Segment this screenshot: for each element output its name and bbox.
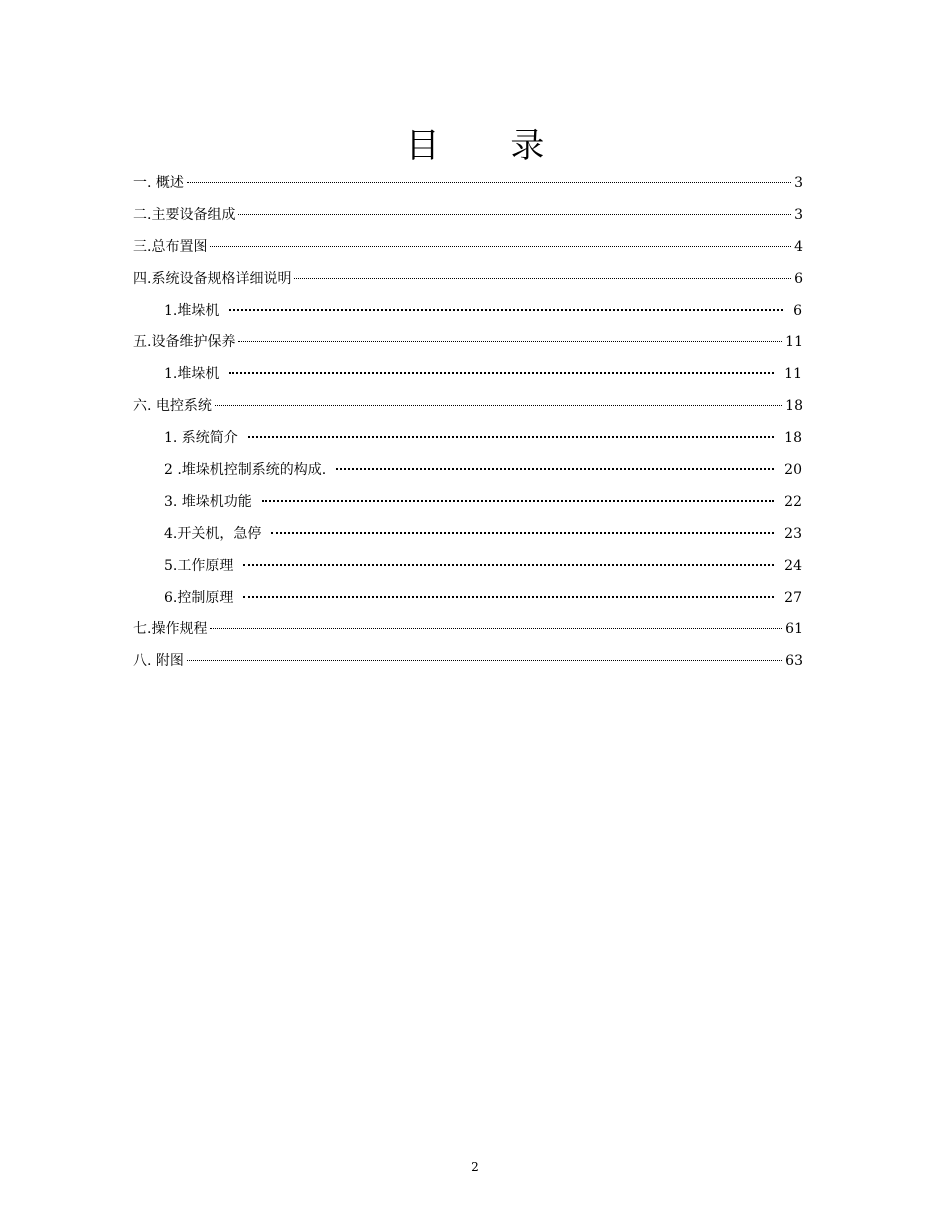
toc-entry-page: 63 (785, 653, 803, 670)
toc-subentry[interactable] (133, 587, 803, 619)
toc-entry-page: 3 (794, 175, 803, 191)
toc-entry-label: 二.主要设备组成 (133, 206, 236, 223)
toc-entry-page: 20 (784, 462, 802, 479)
toc-subentry[interactable] (133, 523, 803, 555)
toc-entry-page: 6 (794, 270, 803, 287)
toc-entry[interactable] (133, 172, 803, 204)
toc-subentry[interactable] (133, 363, 803, 395)
toc-subentry[interactable] (133, 459, 803, 491)
toc-entry-label: 三.总布置图 (133, 238, 208, 255)
toc-subentry[interactable] (133, 491, 803, 523)
toc-entry-page: 22 (784, 493, 802, 510)
toc-entry[interactable] (133, 331, 803, 363)
dot-leader (210, 628, 782, 629)
dot-leader (229, 309, 783, 311)
toc-entry-page: 11 (785, 334, 803, 351)
dot-leader (187, 182, 791, 183)
dot-leader (336, 468, 774, 470)
toc-entry-page: 3 (794, 206, 803, 223)
dot-leader (210, 246, 791, 247)
dot-leader (294, 278, 791, 279)
toc-entry-page: 18 (785, 398, 803, 415)
table-of-contents (133, 172, 803, 682)
toc-title: 目 录 (405, 126, 575, 166)
toc-entry-label: 3. 堆垛机功能 (164, 493, 252, 510)
dot-leader (248, 436, 774, 438)
toc-entry[interactable] (133, 236, 803, 268)
toc-entry-label: 一. 概述 (133, 175, 184, 191)
toc-entry-label: 七.操作规程 (133, 621, 208, 638)
dot-leader (215, 405, 782, 406)
toc-entry-label: 六. 电控系统 (133, 398, 212, 415)
toc-subentry[interactable] (133, 555, 803, 587)
toc-entry-label: 1.堆垛机 (164, 302, 220, 319)
dot-leader (262, 500, 774, 502)
toc-entry-label: 6.控制原理 (164, 589, 234, 606)
toc-entry-page: 18 (784, 430, 802, 447)
toc-entry-page: 61 (785, 621, 803, 638)
toc-entry[interactable] (133, 395, 803, 427)
toc-subentry[interactable] (133, 300, 803, 332)
toc-entry-label: 2 .堆垛机控制系统的构成. (164, 462, 327, 479)
toc-entry-label: 四.系统设备规格详细说明 (133, 270, 292, 287)
toc-entry-label: 八. 附图 (133, 653, 184, 670)
dot-leader (187, 660, 782, 661)
toc-entry-label: 5.工作原理 (164, 557, 234, 574)
toc-entry-page: 11 (784, 366, 802, 383)
toc-entry-page: 27 (784, 589, 802, 606)
toc-entry-label: 五.设备维护保养 (133, 334, 236, 351)
toc-entry-label: 4.开关机，急停 (164, 525, 262, 542)
toc-entry[interactable] (133, 618, 803, 650)
toc-entry[interactable] (133, 204, 803, 236)
dot-leader (243, 596, 774, 598)
dot-leader (238, 214, 791, 215)
dot-leader (238, 341, 782, 342)
toc-entry[interactable] (133, 268, 803, 300)
page-number: 2 (471, 1160, 479, 1174)
toc-entry-page: 6 (793, 302, 802, 319)
toc-entry-label: 1. 系统简介 (164, 430, 238, 447)
dot-leader (229, 372, 774, 374)
toc-entry-page: 24 (784, 557, 802, 574)
dot-leader (243, 564, 774, 566)
toc-entry-page: 23 (784, 525, 802, 542)
toc-entry-page: 4 (794, 238, 803, 255)
toc-subentry[interactable] (133, 427, 803, 459)
toc-entry[interactable] (133, 650, 803, 682)
toc-entry-label: 1.堆垛机 (164, 366, 220, 383)
dot-leader (271, 532, 774, 534)
